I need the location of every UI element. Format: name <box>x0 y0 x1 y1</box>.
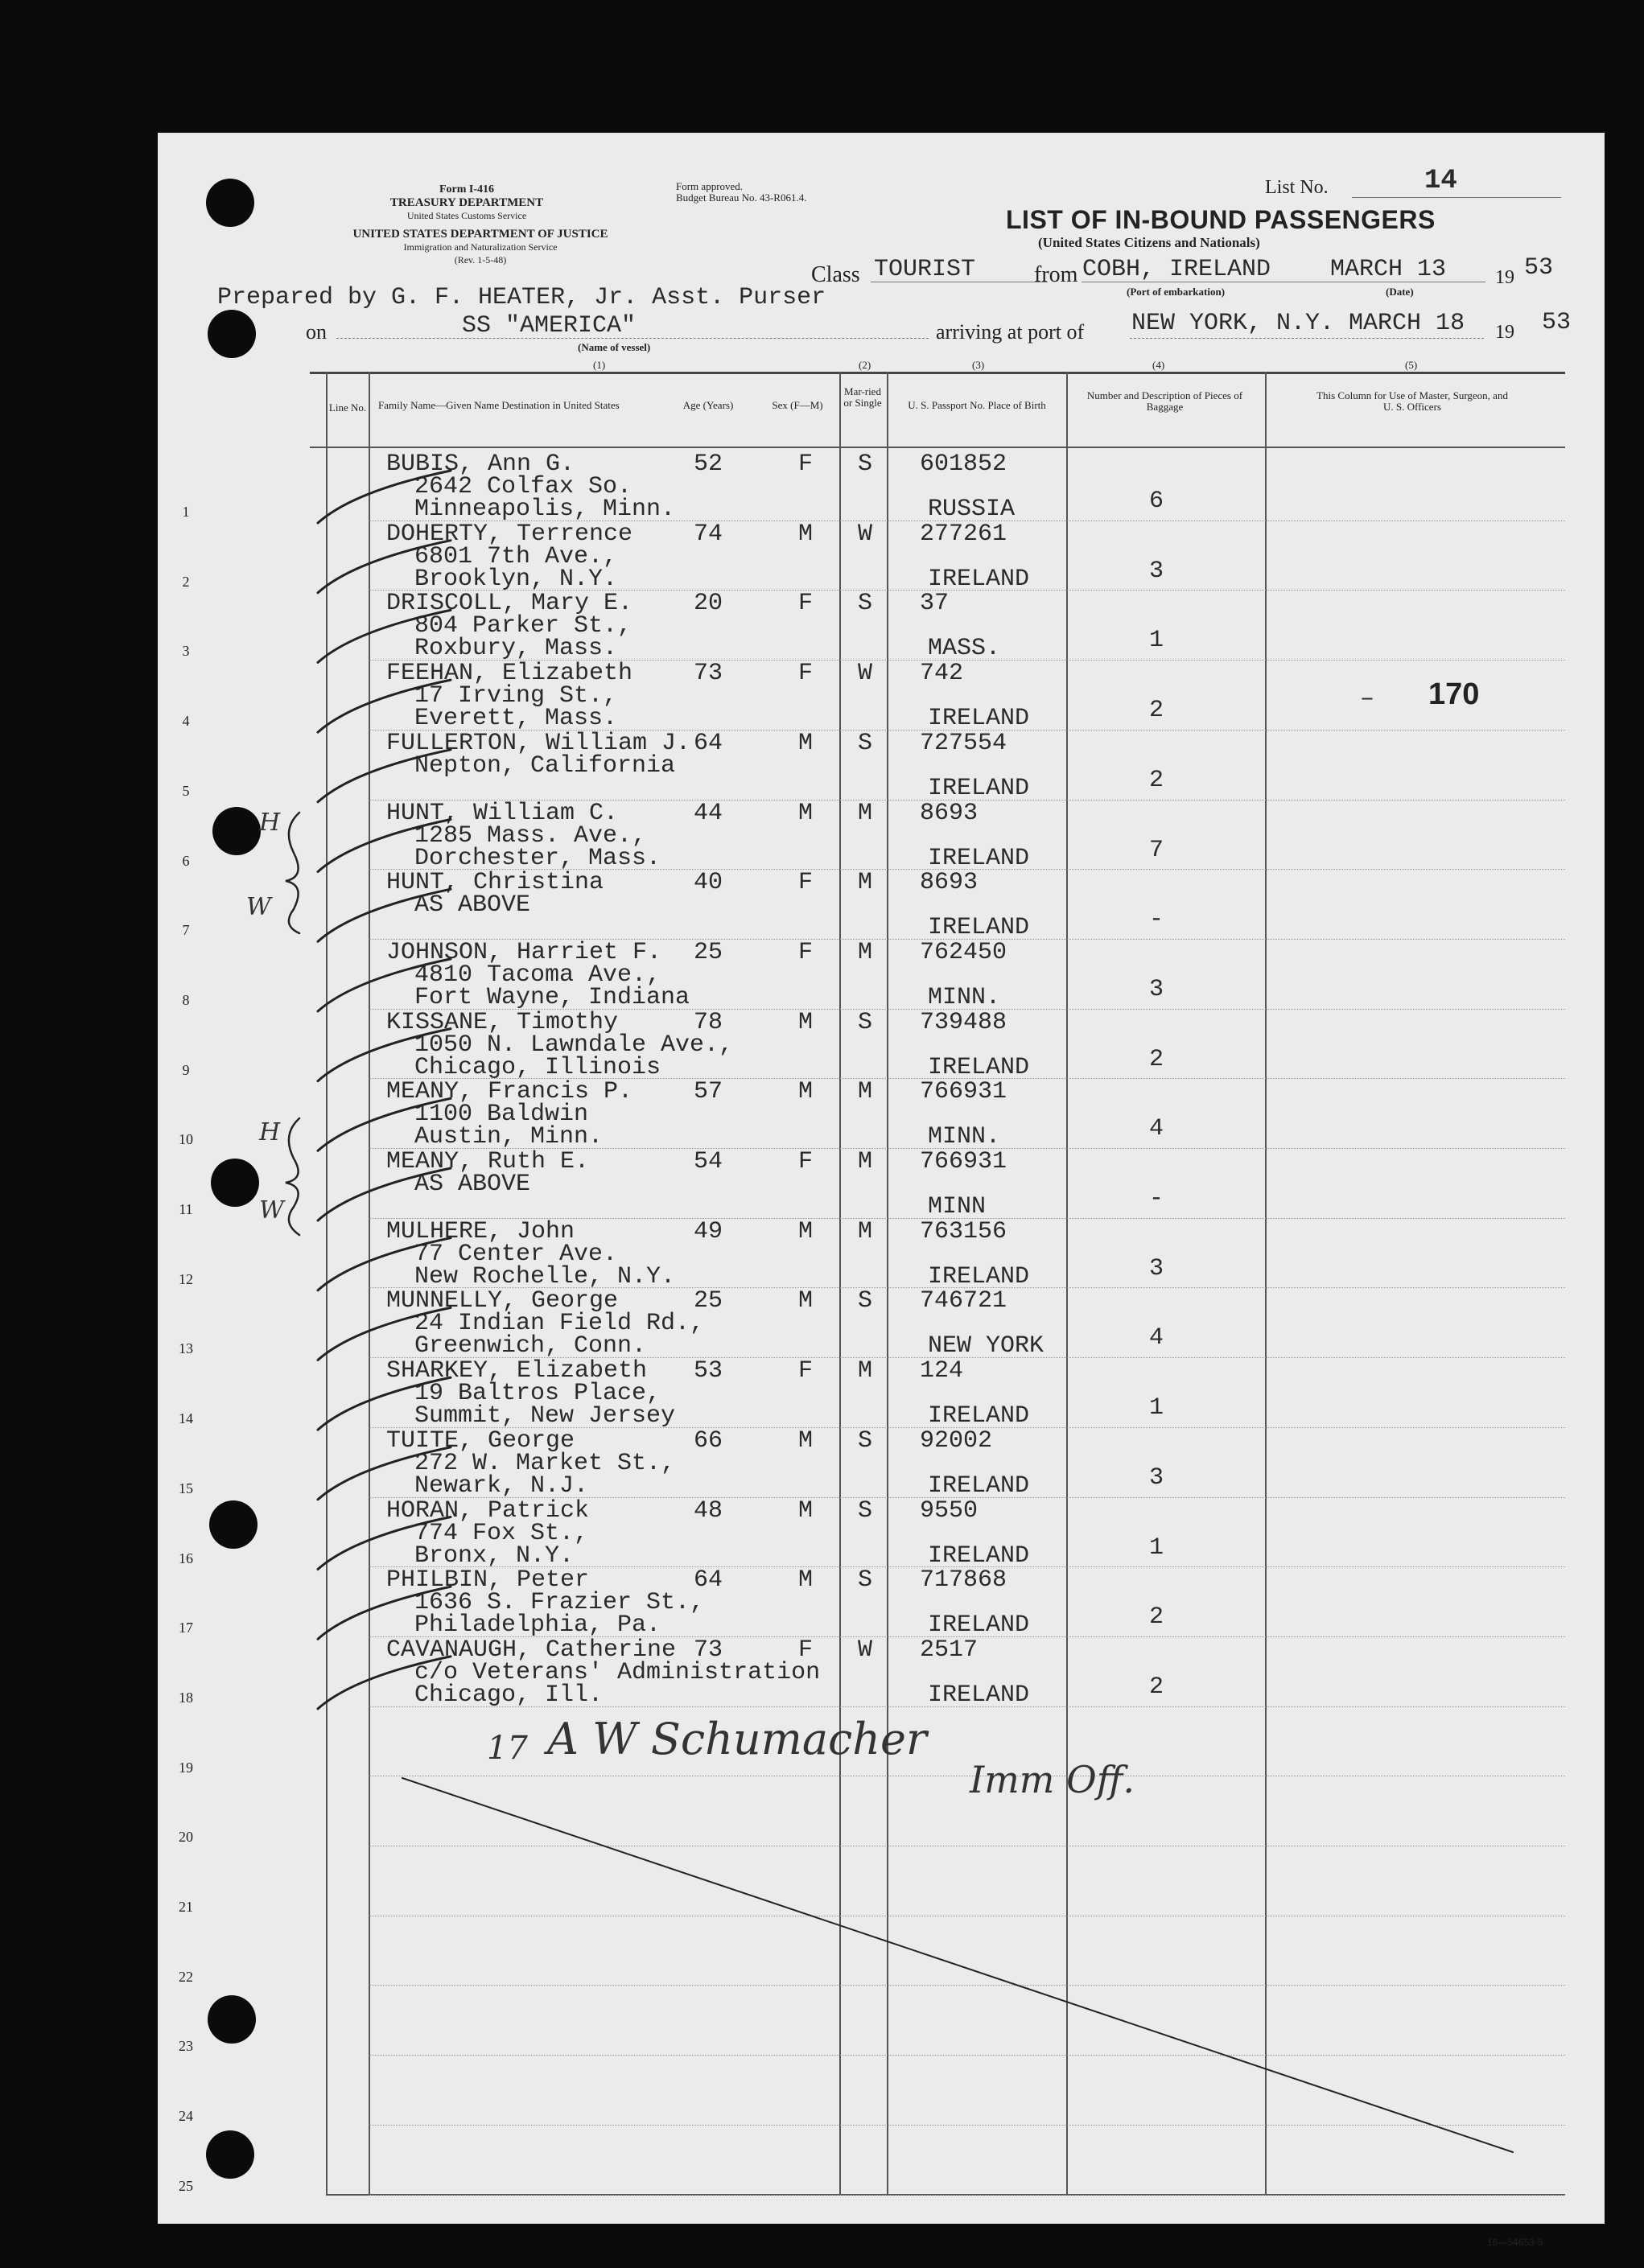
col-rule-baggage-right <box>1265 372 1267 2194</box>
baggage-count: 2 <box>1149 766 1164 794</box>
passenger-city: Newark, N.J. <box>414 1472 589 1500</box>
form-header-justice <box>299 228 661 266</box>
line-number: 2 <box>182 573 190 590</box>
baggage-count: 4 <box>1149 1324 1164 1352</box>
passenger-age: 49 <box>694 1217 723 1245</box>
passenger-sex: M <box>798 1287 814 1315</box>
punch-hole <box>208 1995 256 2044</box>
col-married: Mar-ried or Single <box>843 385 882 409</box>
col-baggage: Number and Description of Pieces of Baggage <box>1086 389 1243 413</box>
passenger-city: Everett, Mass. <box>414 705 618 733</box>
line-number: 15 <box>179 1480 193 1496</box>
col-rule-passport-right <box>1066 372 1068 2194</box>
port-embarkation-caption: (Port of embarkation) <box>1127 286 1226 298</box>
on-label: on <box>306 320 327 344</box>
passenger-marital-status: M <box>858 799 873 827</box>
col-officers: This Column for Use of Master, Surgeon, and U. S. Officers <box>1316 389 1508 413</box>
passenger-name: BUBIS, Ann G. <box>386 451 575 478</box>
document-title: LIST OF IN-BOUND PASSENGERS <box>1006 205 1436 234</box>
passenger-age: 25 <box>694 938 723 966</box>
prepared-by: Prepared by G. F. HEATER, Jr. Asst. Purser <box>217 284 826 311</box>
passenger-age: 53 <box>694 1357 723 1385</box>
passenger-name: HUNT, Christina <box>386 869 604 897</box>
passenger-sex: M <box>798 729 814 757</box>
row-rule <box>369 2195 1565 2196</box>
row-rule <box>369 1985 1565 1986</box>
passenger-marital-status: S <box>858 729 873 757</box>
from-label: from <box>1034 262 1078 287</box>
passenger-address: 17 Irving St., <box>414 682 618 710</box>
line-number: 12 <box>179 1270 193 1287</box>
passenger-name: CAVANAUGH, Catherine <box>386 1636 677 1664</box>
passenger-city: Minneapolis, Minn. <box>414 496 676 523</box>
line-number: 9 <box>182 1061 190 1078</box>
passenger-age: 73 <box>694 1636 723 1664</box>
list-no-line <box>1352 197 1561 198</box>
from-port: COBH, IRELAND <box>1082 256 1271 283</box>
place-of-birth: MINN. <box>928 983 1001 1011</box>
treasury-department: TREASURY DEPARTMENT <box>389 196 544 209</box>
place-of-birth: IRELAND <box>928 774 1030 802</box>
passenger-address: 6801 7th Ave., <box>414 542 618 570</box>
row-rule <box>369 2055 1565 2056</box>
baggage-count: 4 <box>1149 1115 1164 1143</box>
passenger-sex: F <box>798 451 814 478</box>
punch-hole <box>208 310 256 358</box>
passenger-marital-status: W <box>858 520 873 548</box>
passport-number: 739488 <box>920 1008 1007 1036</box>
passenger-name: PHILBIN, Peter <box>386 1566 590 1595</box>
passenger-name: MEANY, Francis P. <box>386 1078 633 1106</box>
passenger-sex: M <box>798 1496 814 1525</box>
passenger-address: Nepton, California <box>414 751 676 780</box>
from-year: 53 <box>1524 254 1554 282</box>
place-of-birth: IRELAND <box>928 1541 1030 1570</box>
date-caption: (Date) <box>1386 286 1414 298</box>
line-number: 5 <box>182 782 190 799</box>
passenger-sex: M <box>798 520 814 548</box>
col-rule-left <box>326 372 328 2194</box>
passport-number: 717868 <box>920 1566 1007 1595</box>
budget-bureau: Budget Bureau No. 43-R061.4. <box>676 191 807 204</box>
punch-hole <box>206 2130 254 2179</box>
baggage-count: 2 <box>1149 1045 1164 1073</box>
punch-hole <box>211 1159 259 1207</box>
passenger-name: MEANY, Ruth E. <box>386 1148 590 1175</box>
passenger-age: 25 <box>694 1287 723 1315</box>
passenger-address: AS ABOVE <box>414 1171 531 1198</box>
footer-code: 16—54653-5 <box>1487 2237 1543 2248</box>
line-number: 4 <box>182 713 190 730</box>
baggage-count: 7 <box>1149 836 1164 864</box>
form-number: Form I-416 <box>439 183 495 196</box>
col-num-5: (5) <box>1405 359 1418 371</box>
passenger-name: FULLERTON, William J. <box>386 729 691 757</box>
line-number: 21 <box>179 1899 193 1915</box>
passenger-sex: F <box>798 1148 814 1175</box>
from-date: MARCH 13 <box>1330 256 1447 283</box>
col-num-2: (2) <box>859 359 871 371</box>
passport-number: 9550 <box>920 1496 979 1525</box>
col-age: Age (Years) <box>682 399 734 411</box>
line-number: 11 <box>179 1201 193 1217</box>
row-rule <box>369 2125 1565 2126</box>
baggage-count: 2 <box>1149 697 1164 725</box>
passenger-address: 1050 N. Lawndale Ave., <box>414 1031 734 1059</box>
passenger-address: 2642 Colfax So. <box>414 473 632 500</box>
baggage-count: - <box>1149 1185 1164 1212</box>
line-number: 1 <box>182 504 190 520</box>
passenger-name: DOHERTY, Terrence <box>386 520 633 548</box>
list-number: 14 <box>1424 166 1457 196</box>
place-of-birth: MINN. <box>928 1123 1001 1151</box>
punch-hole <box>209 1500 258 1549</box>
passenger-age: 64 <box>694 1566 723 1595</box>
document-subtitle: (United States Citizens and Nationals) <box>1038 235 1260 250</box>
line-number: 8 <box>182 991 190 1008</box>
line-number: 22 <box>179 1968 193 1985</box>
place-of-birth: IRELAND <box>928 914 1030 942</box>
passenger-name: HORAN, Patrick <box>386 1496 590 1525</box>
passenger-city: Brooklyn, N.Y. <box>414 565 618 593</box>
passenger-address: 4810 Tacoma Ave., <box>414 961 661 989</box>
passenger-sex: M <box>798 1008 814 1036</box>
passenger-sex: M <box>798 799 814 827</box>
line-number: 18 <box>179 1689 193 1706</box>
arrival-line <box>1130 338 1484 339</box>
passenger-city: Bronx, N.Y. <box>414 1541 575 1570</box>
line-number: 10 <box>179 1131 193 1148</box>
col-line-no: Line No. <box>328 401 367 414</box>
vessel-name: SS "AMERICA" <box>462 312 637 340</box>
place-of-birth: IRELAND <box>928 1681 1030 1709</box>
passenger-sex: F <box>798 590 814 618</box>
form-approved: Form approved. <box>676 180 744 192</box>
place-of-birth: IRELAND <box>928 1472 1030 1500</box>
header-bottom-rule <box>310 447 1565 448</box>
passport-number: 763156 <box>920 1217 1007 1245</box>
passport-number: 746721 <box>920 1287 1007 1315</box>
form-approval <box>676 181 806 204</box>
passenger-sex: F <box>798 869 814 897</box>
passport-number: 277261 <box>920 520 1007 548</box>
table-top-rule <box>310 372 1565 374</box>
passenger-age: 64 <box>694 729 723 757</box>
baggage-count: 2 <box>1149 1673 1164 1701</box>
passport-number: 601852 <box>920 451 1007 478</box>
passenger-marital-status: M <box>858 1217 873 1245</box>
passenger-city: Chicago, Illinois <box>414 1053 661 1081</box>
margin-mark-w: W <box>246 893 271 921</box>
signature-count: 17 <box>487 1730 528 1767</box>
arrival-year: 53 <box>1542 309 1572 336</box>
passenger-marital-status: M <box>858 938 873 966</box>
baggage-count: 1 <box>1149 1394 1164 1422</box>
passenger-name: JOHNSON, Harriet F. <box>386 938 662 966</box>
line-number: 6 <box>182 852 190 869</box>
passenger-marital-status: M <box>858 1357 873 1385</box>
passport-number: 8693 <box>920 869 979 897</box>
passenger-marital-status: W <box>858 660 873 688</box>
passenger-age: 20 <box>694 590 723 618</box>
passenger-age: 57 <box>694 1078 723 1106</box>
revision: (Rev. 1-5-48) <box>454 254 507 265</box>
passenger-city: Dorchester, Mass. <box>414 844 661 872</box>
passenger-name: DRISCOLL, Mary E. <box>386 590 633 618</box>
passenger-age: 73 <box>694 660 723 688</box>
passenger-sex: F <box>798 1357 814 1385</box>
baggage-count: 1 <box>1149 627 1164 655</box>
passport-number: 37 <box>920 590 950 618</box>
passport-number: 766931 <box>920 1148 1007 1175</box>
place-of-birth: IRELAND <box>928 1053 1030 1081</box>
passport-number: 762450 <box>920 938 1007 966</box>
col-rule-married-left <box>839 372 841 2194</box>
passenger-sex: F <box>798 938 814 966</box>
passenger-name: KISSANE, Timothy <box>386 1008 619 1036</box>
passenger-sex: M <box>798 1217 814 1245</box>
passenger-city: Summit, New Jersey <box>414 1402 676 1430</box>
col-rule-married-right <box>887 372 888 2194</box>
passenger-name: HUNT, William C. <box>386 799 619 827</box>
passenger-age: 74 <box>694 520 723 548</box>
passenger-city: Roxbury, Mass. <box>414 635 618 663</box>
passenger-city: New Rochelle, N.Y. <box>414 1262 676 1290</box>
passenger-age: 44 <box>694 799 723 827</box>
passenger-sex: M <box>798 1566 814 1595</box>
passenger-city: Fort Wayne, Indiana <box>414 983 690 1011</box>
passenger-name: MUNNELLY, George <box>386 1287 619 1315</box>
margin-mark-w: W <box>259 1196 284 1225</box>
arrival-year-prefix: 19 <box>1495 322 1514 343</box>
passenger-marital-status: S <box>858 451 873 478</box>
passenger-city: Austin, Minn. <box>414 1123 604 1151</box>
passenger-city: Chicago, Ill. <box>414 1681 604 1709</box>
class-value: TOURIST <box>874 256 976 283</box>
passenger-address: 774 Fox St., <box>414 1519 589 1547</box>
passport-number: 766931 <box>920 1078 1007 1106</box>
passenger-age: 48 <box>694 1496 723 1525</box>
passenger-address: c/o Veterans' Administration <box>414 1658 821 1686</box>
col-num-3: (3) <box>972 359 985 371</box>
signature-name: A W Schumacher <box>547 1714 927 1764</box>
baggage-count: 6 <box>1149 488 1164 515</box>
passport-number: 92002 <box>920 1426 993 1455</box>
passenger-name: SHARKEY, Elizabeth <box>386 1357 648 1385</box>
place-of-birth: IRELAND <box>928 844 1030 872</box>
place-of-birth: RUSSIA <box>928 496 1016 523</box>
arrival-port: NEW YORK, N.Y. MARCH 18 <box>1131 310 1465 337</box>
margin-mark-h: H <box>259 809 281 837</box>
passenger-address: 272 W. Market St., <box>414 1449 676 1477</box>
passenger-address: 804 Parker St., <box>414 612 632 640</box>
passenger-marital-status: M <box>858 1078 873 1106</box>
passport-number: 124 <box>920 1357 964 1385</box>
col-num-4: (4) <box>1152 359 1165 371</box>
customs-service: United States Customs Service <box>406 210 527 221</box>
baggage-count: 3 <box>1149 557 1164 585</box>
col-name: Family Name—Given Name Destination in United States <box>378 399 620 411</box>
baggage-count: 3 <box>1149 1254 1164 1282</box>
passenger-address: 24 Indian Field Rd., <box>414 1310 705 1338</box>
baggage-count: 1 <box>1149 1533 1164 1562</box>
passenger-sex: M <box>798 1426 814 1455</box>
passenger-name: FEEHAN, Elizabeth <box>386 660 633 688</box>
passenger-city: Philadelphia, Pa. <box>414 1611 661 1640</box>
ins-service: Immigration and Naturalization Service <box>403 241 558 253</box>
passenger-age: 40 <box>694 869 723 897</box>
passenger-marital-status: S <box>858 1566 873 1595</box>
margin-mark-h: H <box>259 1118 281 1146</box>
passenger-address: 19 Baltros Place, <box>414 1380 661 1408</box>
line-number: 3 <box>182 643 190 660</box>
officer-note-number: 170 <box>1428 677 1480 711</box>
passenger-address: 77 Center Ave. <box>414 1240 618 1268</box>
passenger-name: TUITE, George <box>386 1426 575 1455</box>
line-number: 14 <box>179 1410 193 1427</box>
line-number: 20 <box>179 1829 193 1846</box>
col-num-1: (1) <box>593 359 606 371</box>
place-of-birth: IRELAND <box>928 705 1030 733</box>
passenger-address: 1100 Baldwin <box>414 1101 589 1129</box>
vessel-caption: (Name of vessel) <box>578 341 651 353</box>
passenger-marital-status: S <box>858 1008 873 1036</box>
place-of-birth: MASS. <box>928 635 1001 663</box>
signature-title: Imm Off. <box>970 1758 1135 1801</box>
place-of-birth: NEW YORK <box>928 1332 1044 1360</box>
passenger-city: Greenwich, Conn. <box>414 1332 647 1360</box>
passport-number: 2517 <box>920 1636 979 1664</box>
class-label: Class <box>811 262 860 287</box>
line-number: 23 <box>179 2038 193 2055</box>
line-number: 17 <box>179 1620 193 1636</box>
place-of-birth: IRELAND <box>928 565 1030 593</box>
line-number: 16 <box>179 1550 193 1566</box>
passenger-marital-status: W <box>858 1636 873 1664</box>
justice-department: UNITED STATES DEPARTMENT OF JUSTICE <box>352 228 608 241</box>
passenger-age: 78 <box>694 1008 723 1036</box>
passenger-marital-status: S <box>858 590 873 618</box>
passenger-age: 54 <box>694 1148 723 1175</box>
passenger-age: 52 <box>694 451 723 478</box>
passenger-address: AS ABOVE <box>414 891 531 920</box>
officer-note-dash: – <box>1360 685 1375 713</box>
baggage-count: 2 <box>1149 1603 1164 1632</box>
baggage-count: - <box>1149 906 1164 934</box>
baggage-count: 3 <box>1149 1463 1164 1492</box>
line-number: 19 <box>179 1759 193 1776</box>
line-number: 7 <box>182 922 190 939</box>
col-sex: Sex (F—M) <box>772 399 823 411</box>
place-of-birth: IRELAND <box>928 1262 1030 1290</box>
passport-number: 8693 <box>920 799 979 827</box>
line-number: 25 <box>179 2177 193 2194</box>
passenger-address: 1636 S. Frazier St., <box>414 1589 705 1617</box>
passport-number: 727554 <box>920 729 1007 757</box>
passport-number: 742 <box>920 660 964 688</box>
passenger-sex: M <box>798 1078 814 1106</box>
passenger-name: MULHERE, John <box>386 1217 575 1245</box>
arriving-label: arriving at port of <box>936 320 1085 344</box>
place-of-birth: IRELAND <box>928 1402 1030 1430</box>
punch-hole <box>206 179 254 227</box>
passenger-sex: F <box>798 660 814 688</box>
line-number: 24 <box>179 2108 193 2125</box>
punch-hole <box>212 807 261 855</box>
baggage-count: 3 <box>1149 975 1164 1003</box>
passenger-marital-status: S <box>858 1426 873 1455</box>
passenger-sex: F <box>798 1636 814 1664</box>
place-of-birth: IRELAND <box>928 1611 1030 1640</box>
passenger-marital-status: M <box>858 1148 873 1175</box>
passenger-marital-status: S <box>858 1287 873 1315</box>
col-rule-line <box>369 372 370 2194</box>
passenger-marital-status: M <box>858 869 873 897</box>
passenger-marital-status: S <box>858 1496 873 1525</box>
line-number: 13 <box>179 1340 193 1357</box>
from-year-prefix: 19 <box>1495 267 1514 288</box>
passenger-address: 1285 Mass. Ave., <box>414 821 647 850</box>
passenger-age: 66 <box>694 1426 723 1455</box>
place-of-birth: MINN <box>928 1193 987 1220</box>
list-label: List No. <box>1265 177 1329 198</box>
col-passport: U. S. Passport No. Place of Birth <box>908 399 1046 411</box>
form-header-left <box>354 183 579 222</box>
